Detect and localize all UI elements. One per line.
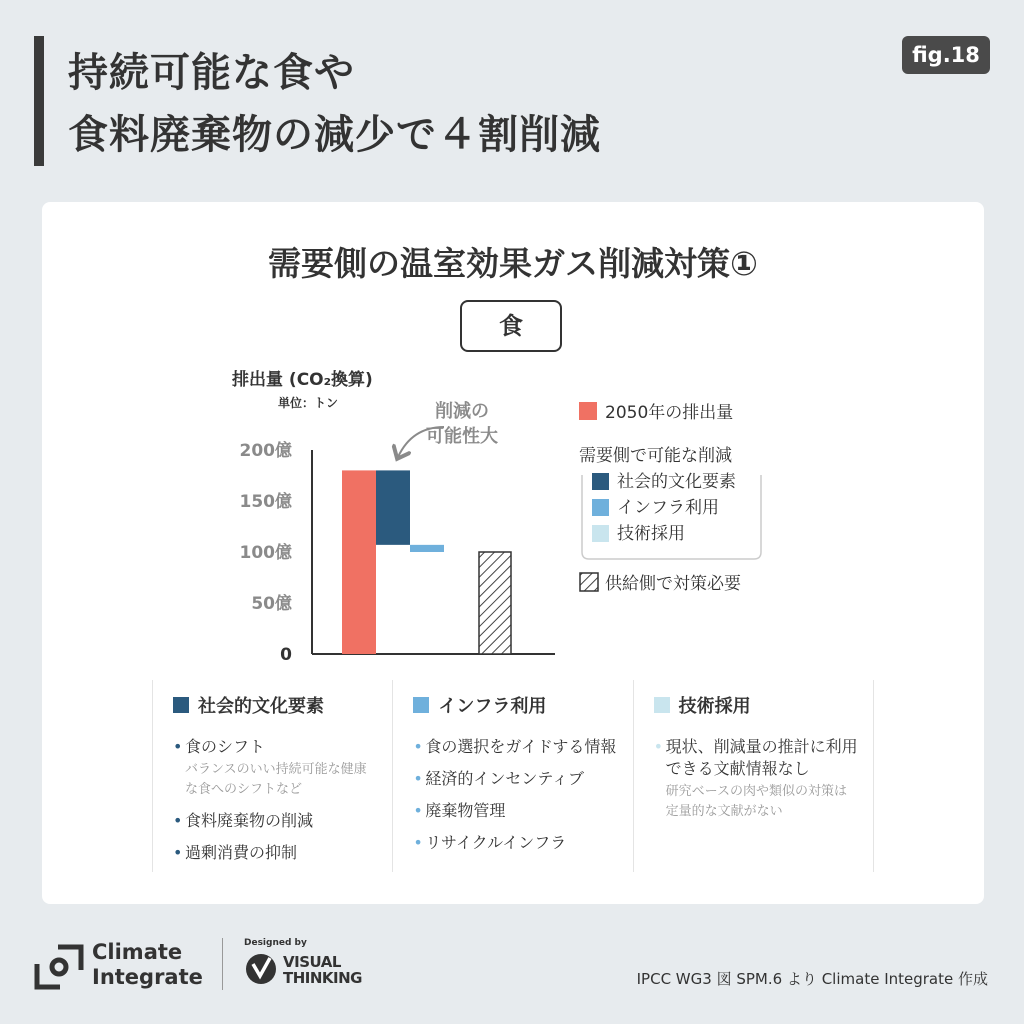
column-swatch — [413, 697, 429, 713]
bar-supply-side — [479, 552, 511, 654]
climate-integrate-logo — [34, 938, 224, 994]
figure-badge: fig.18 — [902, 36, 990, 74]
content-card — [42, 202, 984, 904]
logo-text-line1: Climate — [92, 940, 183, 964]
title-accent-bar — [34, 36, 44, 166]
legend-label-socio: 社会的文化要素 — [617, 472, 736, 492]
legend-swatch-tech — [592, 525, 609, 542]
list-item: • 廃棄物管理 — [413, 801, 506, 820]
annotation-line2: 可能性大 — [426, 426, 498, 447]
column-technology — [633, 680, 874, 872]
card-title: 需要側の温室効果ガス削減対策① — [268, 244, 758, 283]
y-tick-label: 0 — [280, 645, 292, 665]
legend — [579, 402, 761, 594]
measure-columns — [152, 680, 874, 872]
legend-swatch-socio — [592, 473, 609, 490]
list-item: • 食の選択をガイドする情報 — [413, 737, 617, 756]
y-tick-label: 50億 — [251, 594, 292, 614]
logo-text-line2: Integrate — [92, 965, 203, 989]
column-infrastructure — [392, 680, 632, 872]
column-swatch — [173, 697, 189, 713]
column-heading: 社会的文化要素 — [198, 696, 324, 717]
legend-label-infra: インフラ利用 — [617, 498, 719, 518]
legend-label-demand: 需要側で可能な削減 — [579, 446, 732, 466]
page-title — [68, 42, 601, 166]
page-title-line1: 持続可能な食や — [68, 50, 355, 96]
legend-swatch-infra — [592, 499, 609, 516]
legend-swatch-emissions — [579, 402, 597, 420]
legend-swatch-supply — [580, 573, 598, 591]
unit-label: 単位：トン — [278, 396, 339, 410]
column-heading: インフラ利用 — [438, 696, 547, 717]
annotation-line1: 削減の — [435, 401, 489, 422]
bar-emissions-2050 — [342, 470, 376, 654]
source-credit: IPCC WG3 図 SPM.6 より Climate Integrate 作成 — [636, 970, 988, 988]
visual-thinking-icon — [244, 952, 278, 986]
legend-label-emissions: 2050年の排出量 — [605, 403, 734, 423]
list-item: • リサイクルインフラ — [413, 833, 567, 852]
list-item: • 過剰消費の抑制 — [173, 843, 298, 862]
list-item: • 現状、削減量の推計に利用できる文献情報なし 研究ベースの肉や類似の対策は定量的な文献がない — [653, 737, 858, 819]
list-item: • 食料廃棄物の削減 — [173, 811, 314, 830]
category-label: 食 — [460, 300, 562, 352]
bar-socio-cultural — [376, 470, 410, 544]
list-item: • 経済的インセンティブ — [413, 769, 585, 788]
bar-infrastructure — [410, 545, 444, 552]
y-tick-label: 150億 — [239, 492, 292, 512]
y-tick-label: 200億 — [239, 441, 292, 461]
column-heading: 技術採用 — [678, 696, 751, 717]
page-title-line2: 食料廃棄物の減少で４割削減 — [68, 112, 601, 158]
legend-label-supply: 供給側で対策必要 — [605, 574, 741, 594]
y-axis-title: 排出量 (CO₂換算) — [232, 370, 373, 390]
column-swatch — [654, 697, 670, 713]
logo-icon — [34, 944, 84, 990]
footer-divider — [222, 938, 223, 990]
waterfall-chart — [42, 202, 984, 682]
column-socio-cultural — [152, 680, 392, 872]
visual-thinking-logo: VISUAL THINKING — [283, 953, 362, 987]
list-item: • 食のシフト バランスのいい持続可能な健康な食へのシフトなど — [173, 737, 367, 797]
legend-label-tech: 技術採用 — [617, 524, 685, 544]
y-tick-label: 100億 — [239, 543, 292, 563]
designed-by-label: Designed by — [244, 938, 307, 948]
